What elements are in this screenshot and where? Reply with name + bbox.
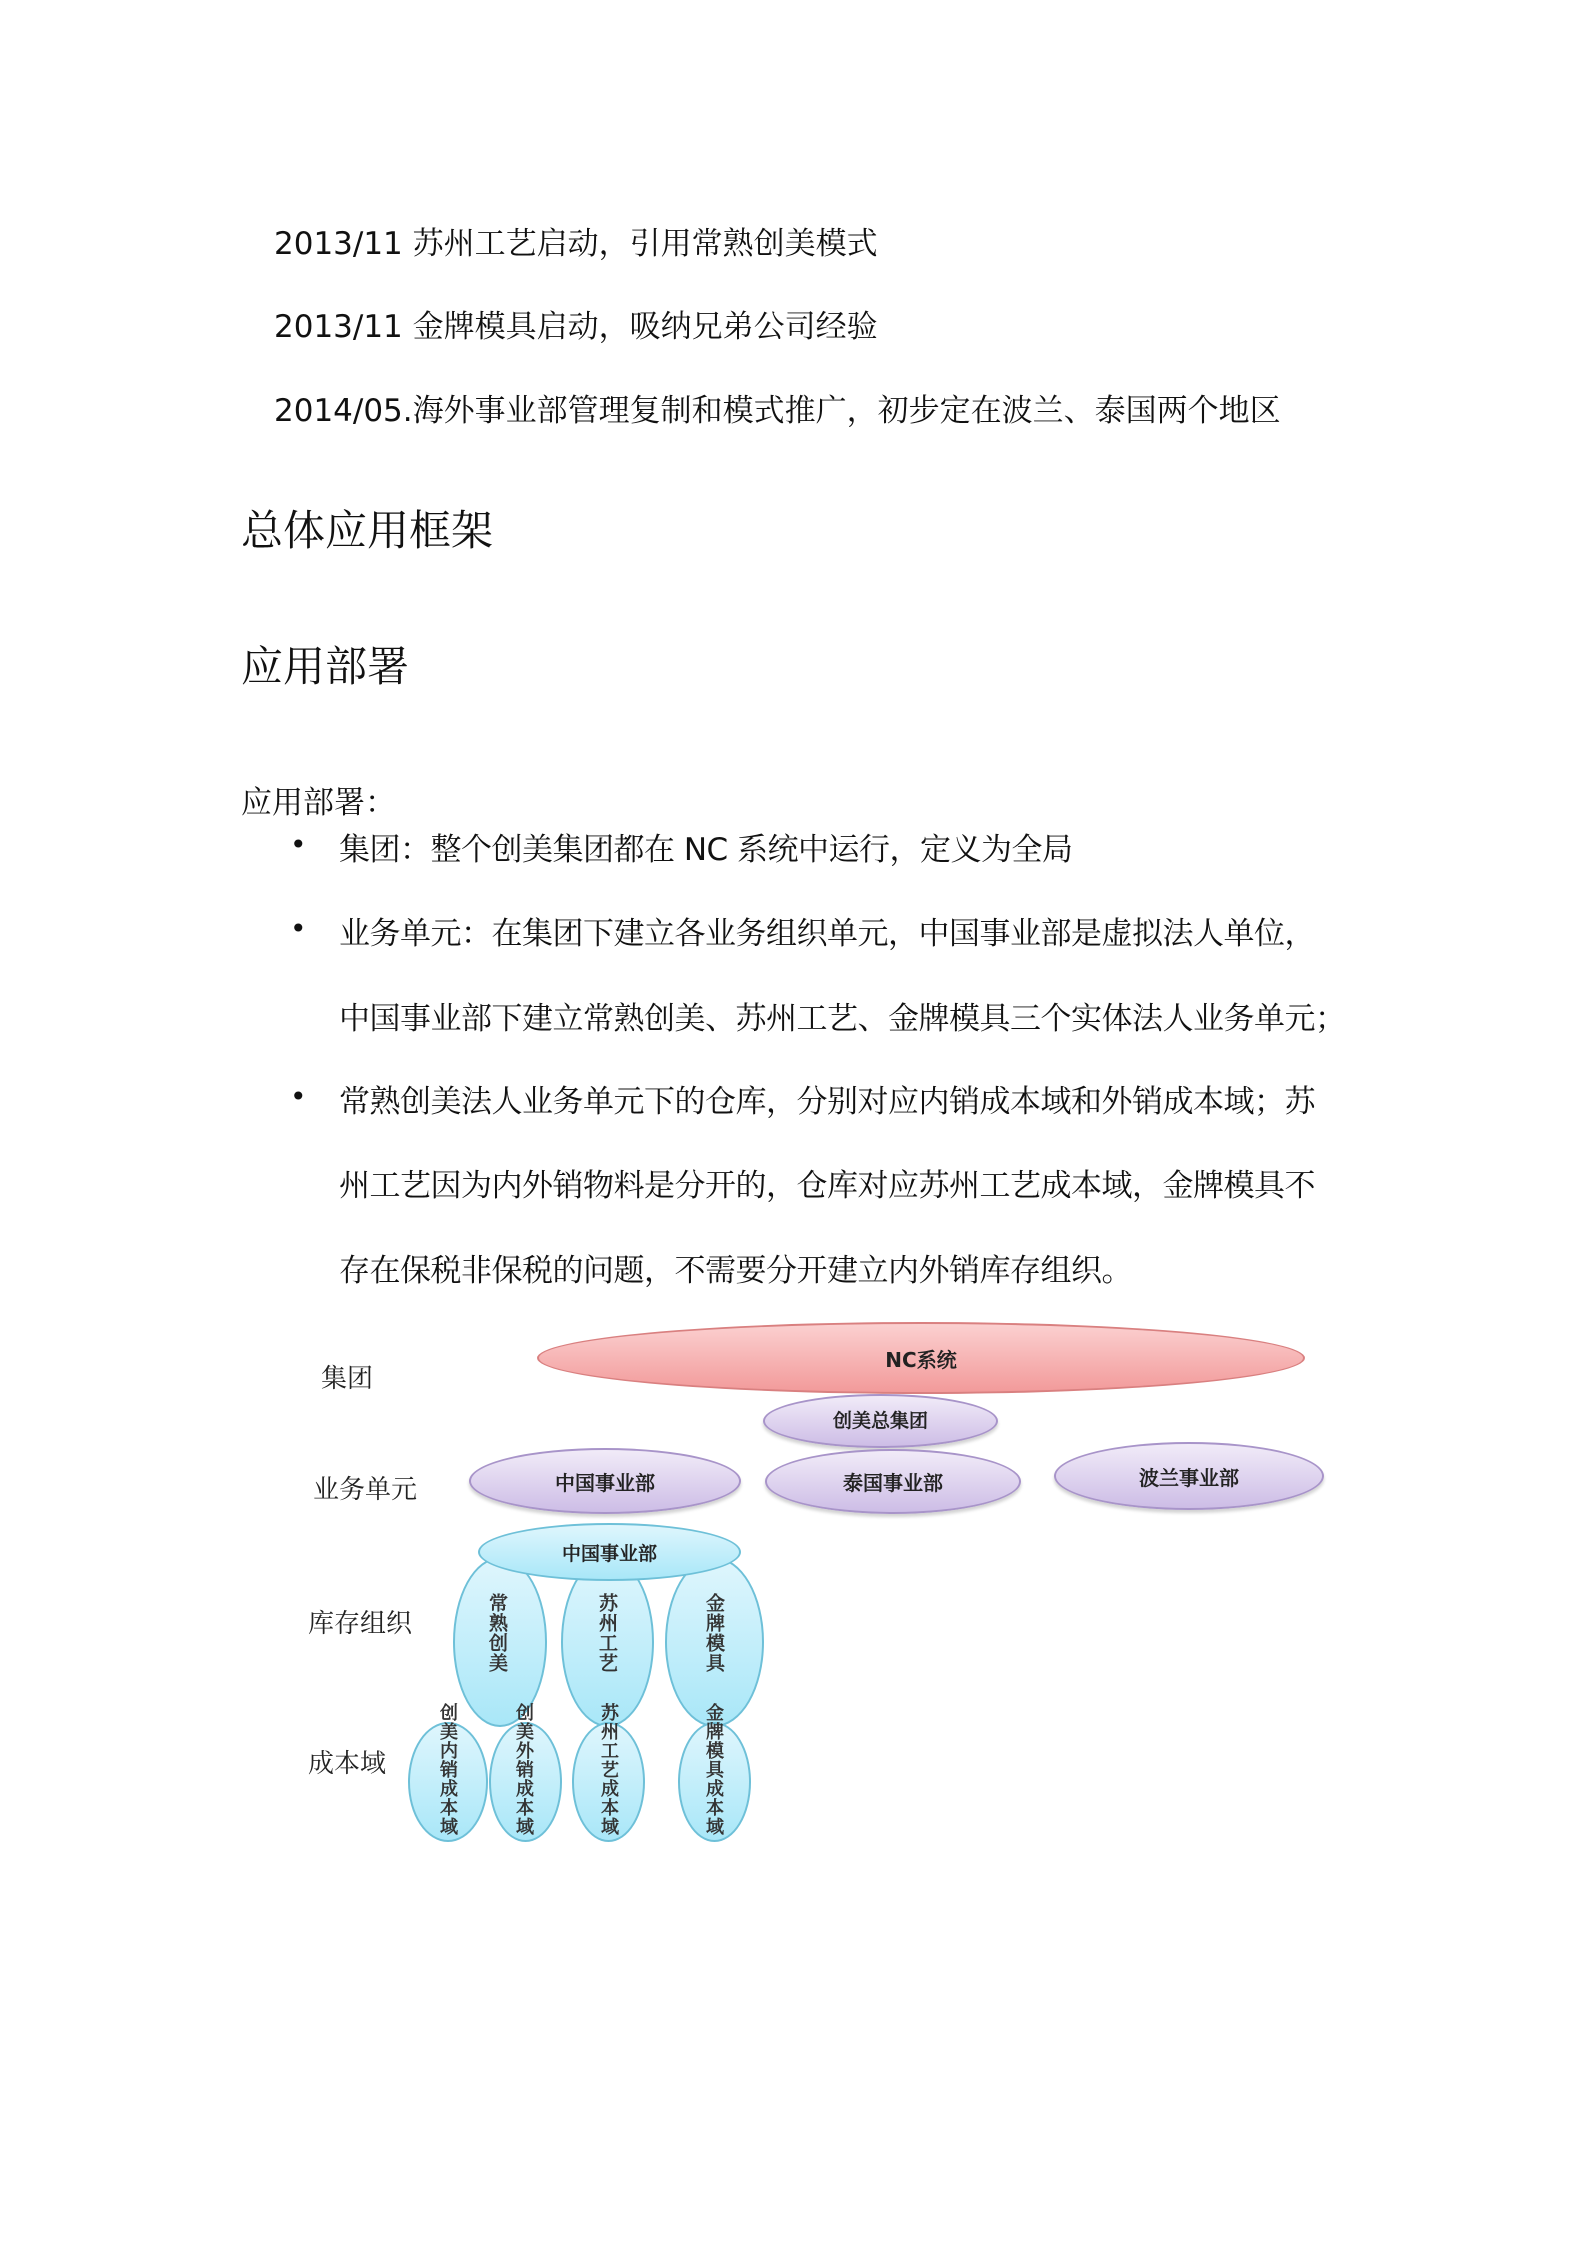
inventory-label-jinpai: 金牌模具	[703, 1593, 725, 1673]
row-label-unit: 业务单元	[313, 1475, 418, 1505]
timeline-item: 2013/11 金牌模具启动，吸纳兄弟公司经验	[274, 309, 878, 345]
inventory-label-suzhou: 苏州工艺	[596, 1593, 618, 1673]
unit-ellipse-poland: 波兰事业部	[1054, 1442, 1324, 1510]
unit-ellipse-china: 中国事业部	[469, 1448, 741, 1514]
bullet-icon: •	[290, 1080, 307, 1113]
bullet-text: 集团：整个创美集团都在 NC 系统中运行，定义为全局	[339, 832, 1073, 868]
inventory-parent-ellipse: 中国事业部	[478, 1523, 741, 1581]
bullet-text: 存在保税非保税的问题，不需要分开建立内外销库存组织。	[339, 1253, 1132, 1289]
cost-label-export: 创美外销成本域	[513, 1703, 534, 1836]
heading-deployment: 应用部署	[241, 642, 410, 691]
cost-label-jinpai: 金牌模具成本域	[703, 1703, 724, 1836]
intro-text: 应用部署：	[241, 785, 396, 821]
bullet-icon: •	[290, 828, 307, 861]
bullet-icon: •	[290, 912, 307, 945]
row-label-group: 集团	[321, 1364, 374, 1394]
cost-label-domestic: 创美内销成本域	[437, 1703, 458, 1836]
heading-framework: 总体应用框架	[241, 506, 494, 555]
group-ellipse: 创美总集团	[763, 1394, 998, 1448]
org-diagram	[300, 1318, 1340, 1878]
bullet-text: 州工艺因为内外销物料是分开的，仓库对应苏州工艺成本域，金牌模具不	[339, 1168, 1315, 1204]
nc-system-ellipse: NC系统	[537, 1322, 1305, 1394]
bullet-text: 常熟创美法人业务单元下的仓库，分别对应内销成本域和外销成本域；苏	[339, 1084, 1315, 1120]
row-label-cost: 成本域	[308, 1749, 387, 1779]
timeline-item: 2014/05.海外事业部管理复制和模式推广，初步定在波兰、泰国两个地区	[274, 393, 1281, 429]
unit-ellipse-thailand: 泰国事业部	[765, 1449, 1021, 1514]
row-label-inventory: 库存组织	[308, 1609, 413, 1639]
cost-label-suzhou: 苏州工艺成本域	[598, 1703, 619, 1836]
bullet-text: 业务单元：在集团下建立各业务组织单元，中国事业部是虚拟法人单位，	[339, 916, 1315, 952]
inventory-label-changshu: 常熟创美	[486, 1593, 508, 1673]
timeline-item: 2013/11 苏州工艺启动，引用常熟创美模式	[274, 226, 878, 262]
bullet-text: 中国事业部下建立常熟创美、苏州工艺、金牌模具三个实体法人业务单元；	[339, 1001, 1346, 1037]
